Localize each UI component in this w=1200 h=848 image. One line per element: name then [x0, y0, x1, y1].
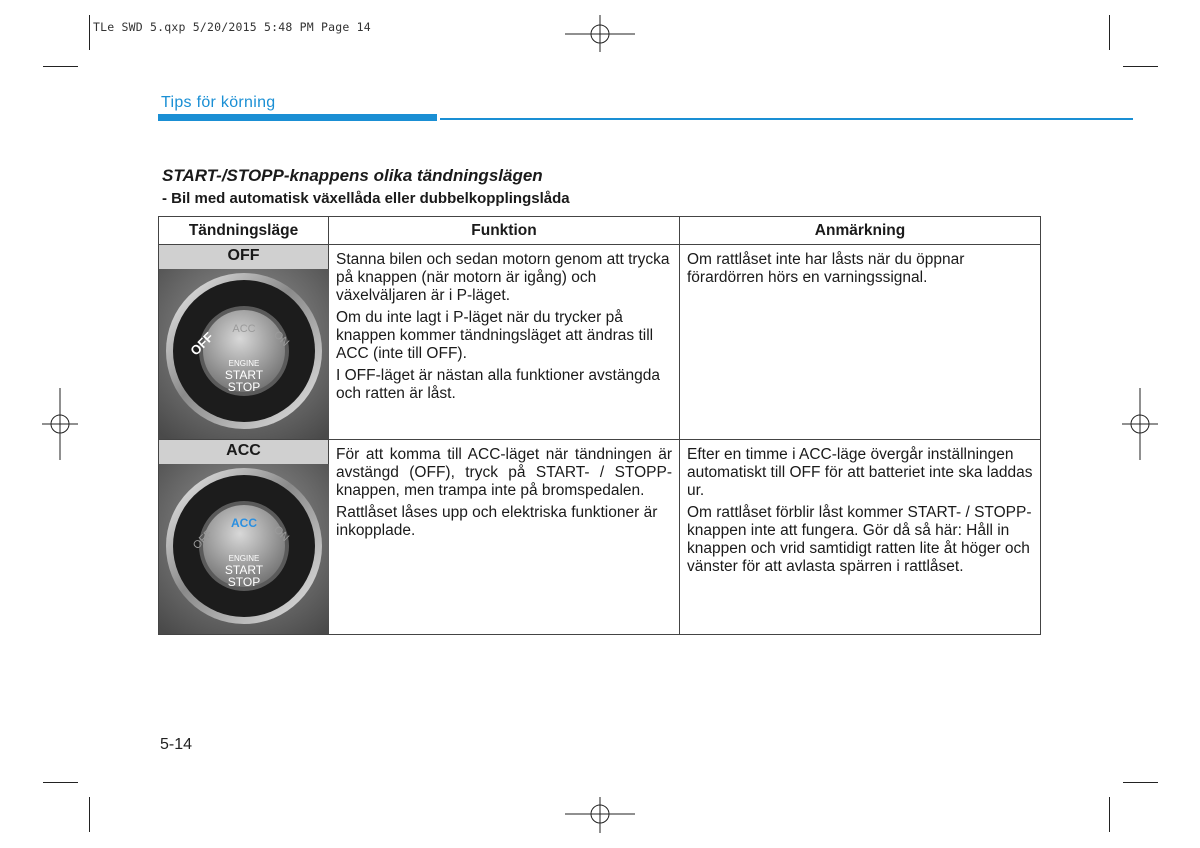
header-ignition-mode: Tändningsläge [159, 217, 329, 245]
ring-label-off: OFF [187, 329, 217, 359]
page-heading: START-/STOPP-knappens olika tändningslägen [162, 166, 543, 185]
mode-label-acc: ACC [159, 440, 328, 464]
engine-label: ENGINE [228, 359, 260, 368]
table-header-row [159, 217, 1041, 245]
table-row-acc [159, 440, 1041, 635]
remark-text: Efter en timme i ACC-läge övergår inställningen automatiskt till OFF för att batteriet inte ska laddas ur. [687, 446, 1033, 499]
function-text: För att komma till ACC-läget när tändningen är avstängd (OFF), tryck på START- / STOPP-knappen, men trampa inte på bromspedalen. [336, 446, 672, 499]
stop-label: STOP [227, 575, 261, 589]
page-number: 5-14 [160, 736, 193, 753]
ignition-table [158, 216, 1041, 635]
function-text: I OFF-läget är nästan alla funktioner avstängda och ratten är låst. [336, 367, 660, 402]
remark-text: Om rattlåset inte har låsts när du öppnar förardörren hörs en varningssignal. [687, 251, 965, 286]
table-row-off [159, 245, 1041, 440]
function-cell-off [329, 245, 680, 440]
section-title: Tips för körning [161, 94, 276, 111]
mode-cell-off [159, 245, 329, 440]
function-text: Stanna bilen och sedan motorn genom att trycka på knappen (när motorn är igång) och växelväljaren är i P-läget. [336, 251, 670, 304]
section-bar-thin [440, 118, 1133, 120]
ring-label-off: OFF [190, 527, 215, 552]
function-cell-acc [329, 440, 680, 635]
function-text: Om du inte lagt i P-läget när du trycker på knappen kommer tändningsläget att ändras till ACC (inte till OFF). [336, 309, 654, 362]
engine-label: ENGINE [228, 554, 260, 563]
ring-label-on: ON [271, 328, 292, 349]
ring-label-acc: ACC [231, 516, 257, 530]
start-stop-button-acc-image [159, 464, 329, 634]
remark-cell-acc [680, 440, 1041, 635]
ring-label-on: ON [271, 523, 292, 544]
function-text: Rattlåset låses upp och elektriska funktioner är inkopplade. [336, 504, 658, 539]
mode-label-off: OFF [159, 245, 328, 269]
ring-label-acc: ACC [232, 323, 256, 335]
header-function: Funktion [329, 217, 680, 245]
remark-cell-off [680, 245, 1041, 440]
section-bar-thick [158, 114, 437, 121]
stop-label: STOP [227, 380, 261, 394]
header-remark: Anmärkning [680, 217, 1041, 245]
start-stop-button-off-image [159, 269, 329, 439]
remark-text: Om rattlåset förblir låst kommer START- / STOPP-knappen inte att fungera. Gör då så här: Håll in knappen och vrid samtidigt ratten lite åt höger och vänster för att avlasta spärren i rattlåset. [687, 504, 1032, 575]
print-slug: TLe SWD 5.qxp 5/20/2015 5:48 PM Page 14 [93, 20, 371, 34]
start-label: START [224, 563, 264, 577]
mode-cell-acc [159, 440, 329, 635]
start-label: START [224, 368, 264, 382]
page-subheading: - Bil med automatisk växellåda eller dubbelkopplingslåda [162, 190, 570, 207]
